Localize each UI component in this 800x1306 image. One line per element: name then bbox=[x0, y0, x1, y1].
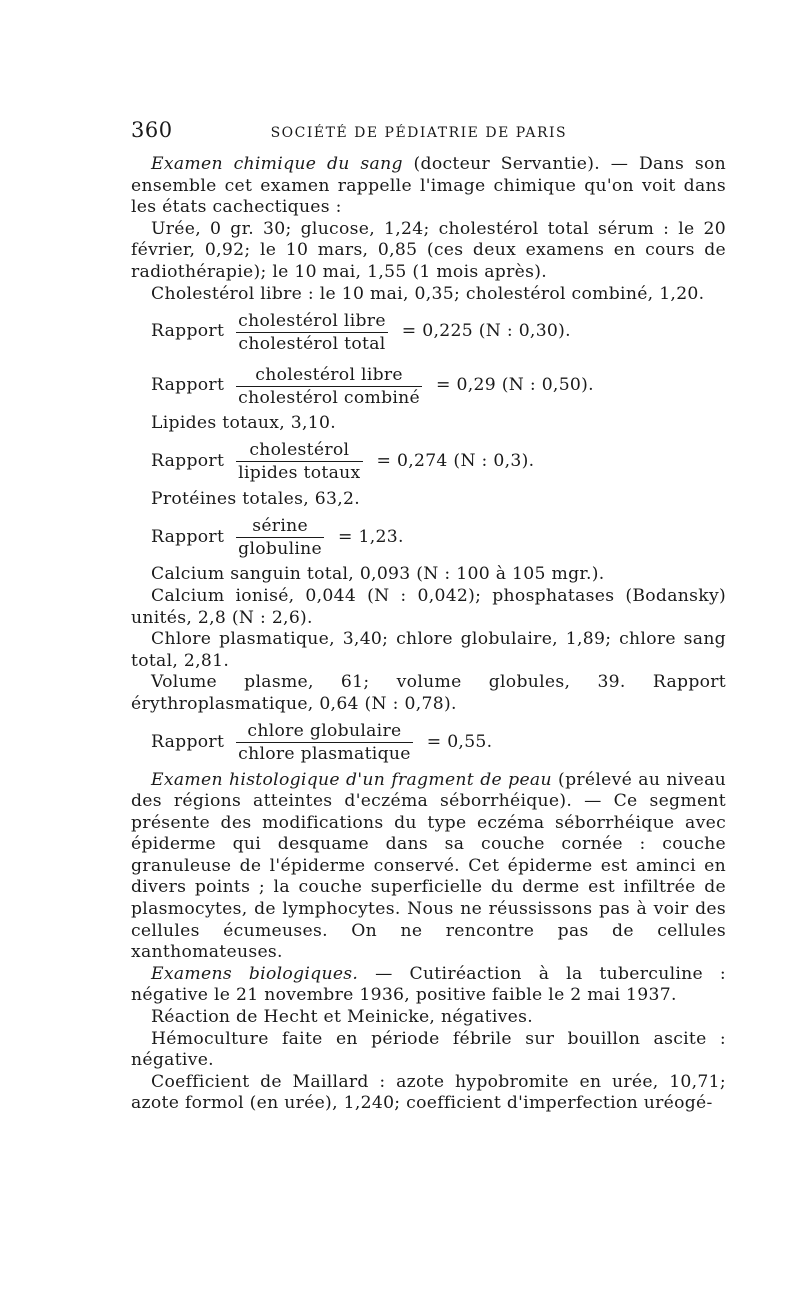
paragraph-calcium-ionise: Calcium ionisé, 0,044 (N : 0,042); phosphatases (Bodansky) unités, 2,8 (N : 2,6). bbox=[131, 585, 726, 628]
page-number: 360 bbox=[131, 118, 173, 142]
fraction-numerator: cholestérol libre bbox=[255, 364, 403, 385]
paragraph-cholesterol-libre: Cholestérol libre : le 10 mai, 0,35; cholestérol combiné, 1,20. bbox=[151, 283, 705, 304]
fraction bbox=[236, 311, 388, 354]
paragraph-hemoculture: Hémoculture faite en période fébrile sur bouillon ascite : négative. bbox=[131, 1028, 726, 1071]
paragraph-proteines: Protéines totales, 63,2. bbox=[151, 488, 360, 509]
fraction-denominator: cholestérol combiné bbox=[238, 387, 421, 408]
ratio-formula bbox=[131, 716, 726, 770]
section-title: Examens biologiques. bbox=[151, 963, 359, 984]
paragraph-lipides: Lipides totaux, 3,10. bbox=[151, 413, 336, 434]
ratio-label: Rapport bbox=[151, 731, 225, 752]
paragraph-biology: Examens biologiques. — Cutiréaction à la tuberculine : négative le 21 novembre 1936, positive faible le 2 mai 1937. bbox=[131, 963, 727, 1006]
ratio-value: = 0,55. bbox=[426, 731, 493, 752]
fraction-numerator: cholestérol bbox=[249, 440, 350, 461]
ratio-label: Rapport bbox=[151, 450, 225, 471]
fraction-numerator: sérine bbox=[252, 515, 308, 536]
ratio-formula bbox=[131, 510, 726, 564]
ratio-formula bbox=[131, 359, 726, 413]
fraction bbox=[236, 365, 422, 408]
fraction-denominator: cholestérol total bbox=[238, 333, 386, 354]
ratio-formula bbox=[131, 435, 726, 489]
fraction bbox=[236, 721, 413, 764]
fraction-denominator: globuline bbox=[238, 538, 323, 559]
paragraph-maillard: Coefficient de Maillard : azote hypobromite en urée, 10,71; azote formol (en urée), 1,240; coefficient d'imperfection uréogé- bbox=[131, 1071, 726, 1114]
body-text bbox=[131, 154, 726, 1115]
paragraph-chlore: Chlore plasmatique, 3,40; chlore globulaire, 1,89; chlore sang total, 2,81. bbox=[131, 629, 726, 671]
ratio-value: = 0,225 (N : 0,30). bbox=[401, 321, 571, 342]
paragraph-chemical-exam: Examen chimique du sang (docteur Servantie). — Dans son ensemble cet examen rappelle l'image chimique qu'on voit dans les états cachectiques : bbox=[131, 154, 726, 218]
paragraph-hecht: Réaction de Hecht et Meinicke, négatives. bbox=[151, 1007, 534, 1028]
paragraph-volume: Volume plasme, 61; volume globules, 39. Rapport érythroplasmatique, 0,64 (N : 0,78). bbox=[131, 672, 726, 714]
paragraph-histology: Examen histologique d'un fragment de peau (prélevé au niveau des régions atteintes d'eczéma séborrhéique). — Ce segment présente des modifications du type eczéma séborrhéique avec épiderme qui desquame dans sa couche cornée : couche granuleuse de l'épiderme conservé. Cet épiderme est aminci en divers points ; la couche superficielle du derme est infiltrée de plasmocytes, de lymphocytes. Nous ne réussissons pas à voir des cellules écumeuses. On ne rencontre pas de cellules xanthomateuses. bbox=[131, 769, 726, 963]
fraction-numerator: cholestérol libre bbox=[238, 310, 386, 331]
fraction bbox=[236, 440, 362, 483]
ratio-label: Rapport bbox=[151, 321, 225, 342]
ratio-label: Rapport bbox=[151, 375, 225, 396]
running-head bbox=[131, 118, 716, 142]
fraction bbox=[236, 516, 324, 559]
journal-title: SOCIÉTÉ DE PÉDIATRIE DE PARIS bbox=[270, 125, 568, 141]
section-title: Examen histologique d'un fragment de peau bbox=[151, 769, 552, 790]
paragraph-uree: Urée, 0 gr. 30; glucose, 1,24; cholestérol total sérum : le 20 février, 0,92; le 10 mars, 0,85 (ces deux examens en cours de radiothérapie); le 10 mai, 1,55 (1 mois après). bbox=[131, 218, 726, 282]
ratio-value: = 1,23. bbox=[338, 526, 404, 547]
fraction-numerator: chlore globulaire bbox=[247, 721, 402, 741]
section-title: Examen chimique du sang bbox=[151, 154, 403, 174]
paragraph-calcium-total: Calcium sanguin total, 0,093 (N : 100 à 105 mgr.). bbox=[151, 564, 605, 585]
ratio-value: = 0,29 (N : 0,50). bbox=[436, 375, 594, 396]
fraction-denominator: lipides totaux bbox=[238, 463, 361, 484]
fraction-denominator: chlore plasmatique bbox=[238, 744, 411, 764]
ratio-label: Rapport bbox=[151, 526, 225, 547]
ratio-value: = 0,274 (N : 0,3). bbox=[376, 450, 535, 471]
ratio-formula bbox=[131, 305, 726, 359]
